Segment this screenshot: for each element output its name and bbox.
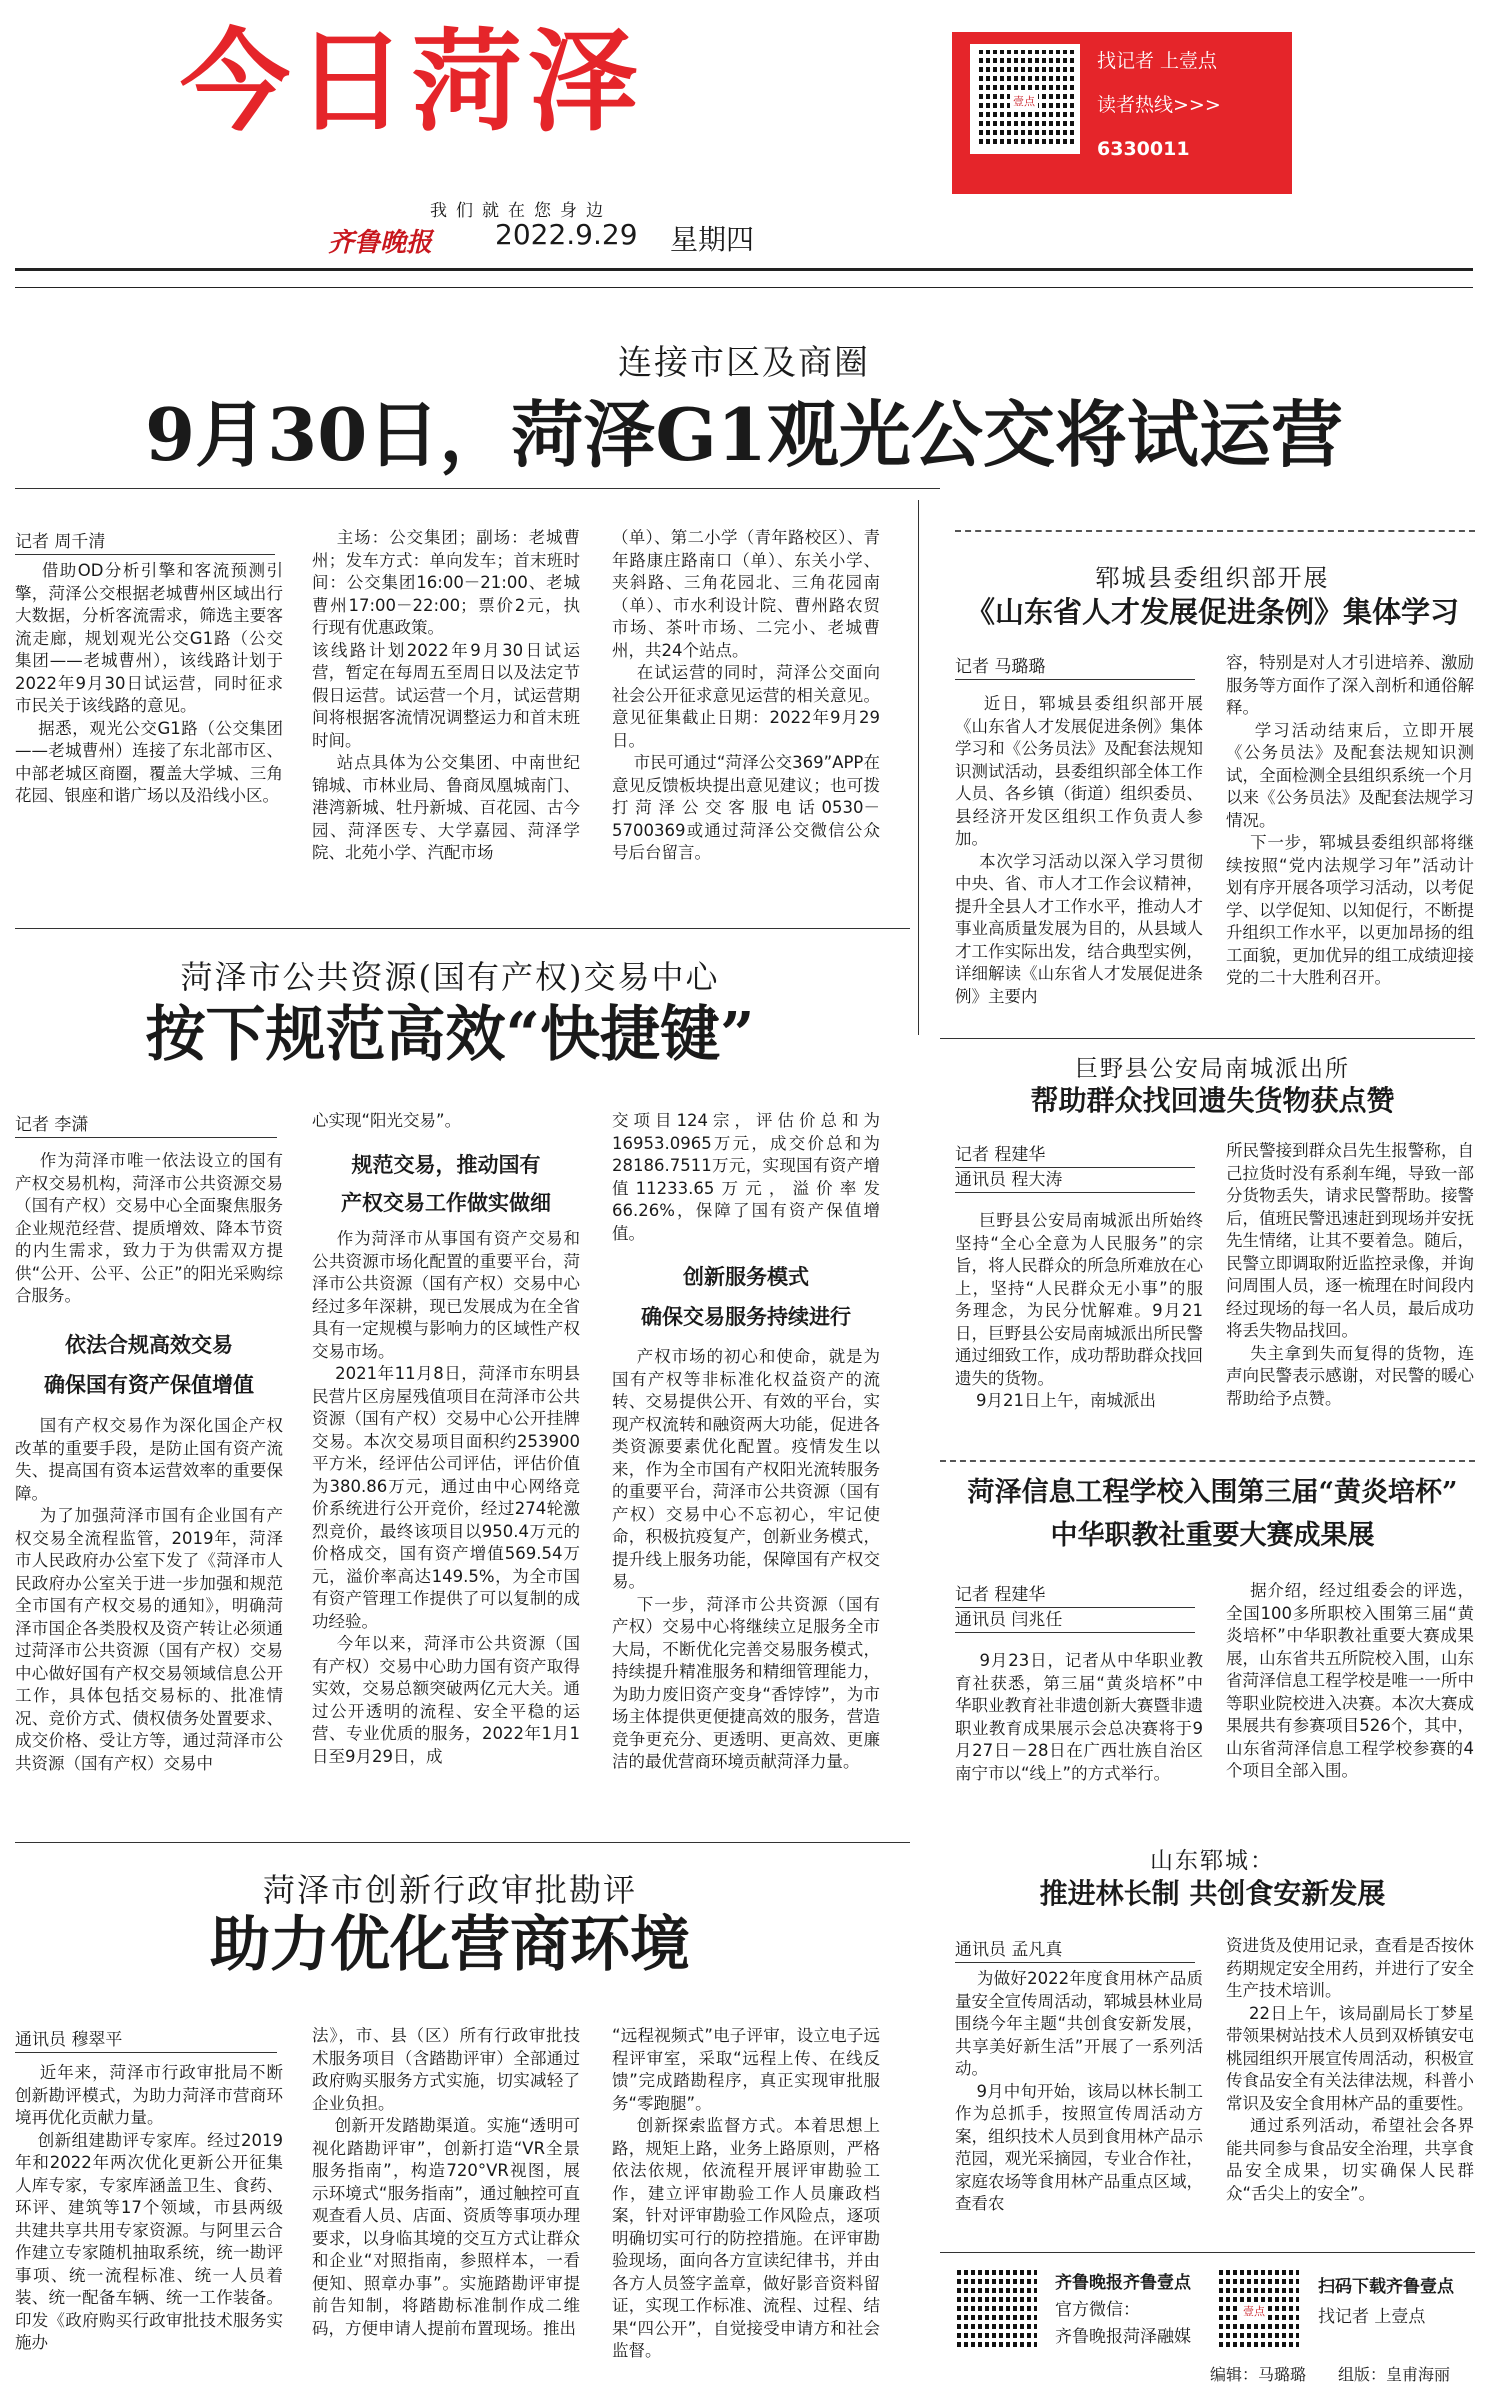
article2-top-rule xyxy=(955,530,1475,532)
article1-kicker: 连接市区及商圈 xyxy=(618,343,870,383)
masthead-title: 今日菏泽 xyxy=(180,18,644,146)
article5-headline-1: 菏泽信息工程学校入围第三届“黄炎培杯” xyxy=(967,1477,1458,1508)
article5-headline-2: 中华职教社重要大赛成果展 xyxy=(1050,1520,1375,1551)
article1-col-2: 主场：公交集团；副场：老城曹州；发车方式：单向发车；首末班时间：公交集团16:00－21:00、老城曹州17:00－22:00；票价2元，执行现有优惠政策。 该线路计划2022年9月30日试运营，暂定在每周五至周日以及法定节假日运营。试运营一个月，试运营期间将根据客流情况调整运力和首末班时间。 站点具体为公交集团、中南世纪锦城、市林业局、鲁商凤凰城南门、港湾新城、牡丹新城、百花园、古今园、菏泽医专、大学嘉园、菏泽学院、北苑小学、汽配市场 xyxy=(312,528,580,862)
footer-right-line1: 扫码下载齐鲁壹点 xyxy=(1318,2277,1454,2297)
article3-byline: 记者 李潇 xyxy=(15,1110,277,1138)
article4-top-rule xyxy=(940,1038,1475,1039)
hotline-box xyxy=(952,32,1292,194)
article3-sub3b: 确保交易服务持续进行 xyxy=(641,1304,851,1329)
article3-col-2b: 作为菏泽市从事国有资产交易和公共资源市场化配置的重要平台，菏泽市公共资源（国有产权）交易中心经过多年深耕，现已发展成为在全省具有一定规模与影响力的区域性产权交易市场。 2021年11月8日，菏泽市东明县民营片区房屋残值项目在菏泽市公共资源（国有产权）交易中心公开挂牌交易。本次交易项目面积约253900平方米，经评估公司评估，评估价值为380.86万元，通过由中心网络竞价系统进行公开竞价，经过274轮激烈竞价，最终该项目以950.4万元的价格成交，国有资产增值569.54万元，溢价率高达149.5%，为全市国有资产管理工作提供了可以复制的成功经验。 今年以来，菏泽市公共资源（国有产权）交易中心助力国有资产取得实效，交易总额突破两亿元大关。通过公开透明的流程、安全平稳的运营、专业优质的服务，2022年1月1日至9月29日，成 xyxy=(312,1229,580,1766)
footer-left-line3: 齐鲁晚报菏泽融媒 xyxy=(1055,2327,1191,2347)
article4-col-1: 巨野县公安局南城派出所始终坚持“全心全意为人民服务”的宗旨，将人民群众的所急所难放在心上，坚持“人民群众无小事”的服务理念，为民分忧解难。9月21日，巨野县公安局南城派出所民警通过细致工作，成功帮助群众找回遗失的货物。 9月21日上午，南城派出 xyxy=(955,1211,1203,1410)
article3-top-rule xyxy=(15,928,910,929)
article2-kicker: 郓城县委组织部开展 xyxy=(1095,564,1330,592)
brand-logo: 齐鲁晚报 xyxy=(328,228,433,258)
article3-headline: 按下规范高效“快捷键” xyxy=(145,1000,755,1070)
article7-kicker: 山东郓城： xyxy=(1150,1848,1275,1874)
article3-kicker: 菏泽市公共资源(国有产权)交易中心 xyxy=(180,958,720,996)
qr-code-icon[interactable] xyxy=(948,2262,1043,2357)
masthead-divider xyxy=(15,268,1473,288)
article2-col-2: 容，特别是对人才引进培养、激励服务等方面作了深入剖析和通俗解释。 学习活动结束后，立即开展《公务员法》及配套法规知识测试，全面检测全县组织系统一个月以来《公务员法》及配套法规学习情况。 下一步，郓城县委组织部将继续按照“党内法规学习年”活动计划有序开展各项学习活动，以考促学、以学促知、以知促行，不断提升组织工作水平，以更加昂扬的组工面貌，更加优异的组工成绩迎接党的二十大胜利召开。 xyxy=(1226,653,1474,987)
footer-editor: 编辑：马璐璐 xyxy=(1210,2365,1307,2384)
article5-byline-2: 通讯员 闫兆任 xyxy=(955,1605,1195,1633)
article7-col-2: 资进货及使用记录，查看是否按休药期规定安全用药，并进行了安全生产技术培训。 22日上午，该局副局长丁梦星带领果树站技术人员到双桥镇安屯桃园组织开展宣传周活动，积极宣传食品安全有关法律法规，科普小常识及安全食用林产品的重要性。 通过系列活动，希望社会各界能共同参与食品安全治理，共享食品安全成果，切实确保人民群众“舌尖上的安全”。 xyxy=(1226,1936,1474,2203)
article7-col-1: 为做好2022年度食用林产品质量安全宣传周活动，郓城县林业局围绕今年主题“共创食安新发展，共享美好新生活”开展了一系列活动。 9月中旬开始，该局以林长制工作为总抓手，按照宣传周活动方案，组织技术人员到食用林产品示范园，观光采摘园，专业合作社，家庭农场等食用林产品重点区域，查看农 xyxy=(955,1969,1204,2213)
article1-headline: 9月30日，菏泽G1观光公交将试运营 xyxy=(145,392,1343,477)
article2-headline: 《山东省人才发展促进条例》集体学习 xyxy=(965,595,1459,629)
article3-sub3a: 创新服务模式 xyxy=(683,1264,809,1289)
article6-col-1: 近年来，菏泽市行政审批局不断创新勘评模式，为助力菏泽市营商环境再优化贡献力量。 创新组建勘评专家库。经过2019年和2022年两次优化更新公开征集人库专家，专家库涵盖卫生、食药、环评、建筑等17个领域，市县两级共建共享共用专家资源。与阿里云合作建立专家随机抽取系统，统一勘评事项、统一流程标准、统一人员着装、统一配备车辆、统一工作装备。印发《政府购买行政审批技术服务实施办 xyxy=(15,2063,283,2352)
article4-headline: 帮助群众找回遗失货物获点赞 xyxy=(1030,1084,1395,1117)
article4-col-2: 所民警接到群众吕先生报警称，自己拉货时没有系刹车绳，导致一部分货物丢失，请求民警帮助。接警后，值班民警迅速赶到现场并安抚先生情绪，让其不要着急。随后，民警立即调取附近监控录像，并询问周围人员，逐一梳理在时间段内经过现场的每一名人员，最后成功将丢失物品找回。 失主拿到失而复得的货物，连声向民警表示感谢，对民警的暖心帮助给予点赞。 xyxy=(1226,1141,1474,1408)
article1-byline: 记者 周千清 xyxy=(15,527,275,555)
footer-right-line2: 找记者 上壹点 xyxy=(1318,2307,1426,2327)
footer-left-line2: 官方微信： xyxy=(1055,2300,1140,2320)
article6-kicker: 菏泽市创新行政审批勘评 xyxy=(262,1871,637,1909)
article3-col-2a: 心实现“阳光交易”。 xyxy=(312,1111,462,1130)
article6-col-3: “远程视频式”电子评审，设立电子远程评审室，采取“远程上传、在线反馈”完成踏勘程序，真正实现审批服务“零跑腿”。 创新探索监督方式。本着思想上路，规矩上路，业务上路原则，严格依法依规，依流程开展评审勘验工作，建立评审勘验工作人员廉政档案，针对评审勘验工作风险点，逐项明确切实可行的防控措施。在评审勘验现场，面向各方宣读纪律书，并由各方人员签字盖章，做好影音资料留证，实现工作标准、流程、过程、结果“四公开”，自觉接受申请方和社会监督。 xyxy=(612,2026,880,2360)
footer-rule xyxy=(940,2252,1475,2253)
article4-byline-2: 通讯员 程大涛 xyxy=(955,1165,1195,1193)
masthead-slogan: 我们就在您身边 xyxy=(430,201,612,221)
article1-col-1: 借助OD分析引擎和客流预测引擎，菏泽公交根据老城曹州区域出行大数据，分析客流需求，筛选主要客流走廊，规划观光公交G1路（公交集团——老城曹州），该线路计划于2022年9月30日试运营，同时征求市民关于该线路的意见。 据悉，观光公交G1路（公交集团——老城曹州）连接了东北部市区、中部老城区商圈，覆盖大学城、三角花园、银座和谐广场以及沿线小区。 xyxy=(15,561,283,805)
hotline-number: 6330011 xyxy=(1097,138,1190,160)
hotline-line1: 找记者 上壹点 xyxy=(1097,50,1218,72)
article6-top-rule xyxy=(15,1842,910,1843)
article3-col-1b: 国有产权交易作为深化国企产权改革的重要手段，是防止国有资产流失、提高国有资本运营效率的重要保障。 为了加强菏泽市国有企业国有产权交易全流程监管，2019年，菏泽市人民政府办公室下发了《菏泽市人民政府办公室关于进一步加强和规范全市国有产权交易的通知》，明确菏泽市国企各类股权及资产转让必须通过菏泽市公共资源（国有产权）交易中心做好国有产权交易领域信息公开工作，具体包括交易标的、批准情况、竞价方式、债权债务处置要求、成交价格、受让方等，通过菏泽市公共资源（国有产权）交易中 xyxy=(15,1416,283,1773)
article3-col-3a: 交项目124宗，评估价总和为16953.0965万元，成交价总和为28186.7511万元，实现国有资产增值11233.65万元，溢价率发66.26%，保障了国有资产保值增值。 xyxy=(612,1111,880,1243)
footer-qr-label: 壹点 xyxy=(1240,2302,1268,2320)
article4-byline-1: 记者 程建华 xyxy=(955,1140,1195,1168)
issue-weekday: 星期四 xyxy=(670,223,755,256)
hotline-line2: 读者热线>>> xyxy=(1097,94,1221,116)
article7-byline: 通讯员 孟凡真 xyxy=(955,1935,1195,1963)
article1-top-rule xyxy=(15,488,940,489)
article1-col-3: （单）、第二小学（青年路校区）、青年路康庄路南口（单）、东关小学、夹斜路、三角花园北、三角花园南（单）、市水利设计院、曹州路农贸市场、茶叶市场、二完小、老城曹州，共24个站点。 在试运营的同时，菏泽公交面向社会公开征求意见运营的相关意见。意见征集截止日期：2022年9月29日。 市民可通过“菏泽公交369”APP在意见反馈板块提出意见建议；也可拨打菏泽公交客服电话0530－5700369或通过菏泽公交微信公众号后台留言。 xyxy=(612,528,880,862)
article3-col-3b: 产权市场的初心和使命，就是为国有产权等非标准化权益资产的流转、交易提供公开、有效的平台，实现产权流转和融资两大功能，促进各类资源要素优化配置。疫情发生以来，作为全市国有产权阳光流转服务的重要平台，菏泽市公共资源（国有产权）交易中心不忘初心，牢记使命，积极抗疫复产，创新业务模式，提升线上服务功能，保障国有产权交易。 下一步，菏泽市公共资源（国有产权）交易中心将继续立足服务全市大局，不断优化完善交易服务模式，持续提升精准服务和精细管理能力，为助力废旧资产变身“香饽饽”，为市场主体提供更便捷高效的服务，营造竞争更充分、更透明、更高效、更廉洁的最优营商环境贡献菏泽力量。 xyxy=(612,1347,880,1771)
footer-left-line1: 齐鲁晚报齐鲁壹点 xyxy=(1055,2273,1191,2293)
footer-typeset: 组版：皇甫海丽 xyxy=(1338,2365,1451,2384)
article4-kicker: 巨野县公安局南城派出所 xyxy=(1075,1056,1350,1082)
article5-col-2: 据介绍，经过组委会的评选，全国100多所职校入围第三届“黄炎培杯”中华职教社重要大赛成果展，山东省共五所院校入围，山东省菏泽信息工程学校是唯一一所中等职业院校进入决赛。本次大赛成果展共有参赛项目526个，其中，山东省菏泽信息工程学校参赛的4个项目全部入围。 xyxy=(1226,1581,1474,1780)
article1-side-rule xyxy=(918,500,919,1035)
article2-byline: 记者 马璐璐 xyxy=(955,652,1195,680)
article7-headline: 推进林长制 共创食安新发展 xyxy=(1039,1877,1386,1910)
article6-col-2: 法》，市、县（区）所有行政审批技术服务项目（含踏勘评审）全部通过政府购买服务方式实施，切实减轻了企业负担。 创新开发踏勘渠道。实施“透明可视化踏勘评审”，创新打造“VR全景服务指南”，构造720°VR视图，展示环境式“服务指南”，通过触控可直观查看人员、店面、资质等事项办理要求，以身临其境的交互方式让群众和企业“对照指南，参照样本，一看便知、照章办事”。实施踏勘评审提前告知制，将踏勘标准制作成二维码，方便申请人提前布置现场。推出 xyxy=(312,2026,580,2338)
issue-date: 2022.9.29 xyxy=(495,218,638,251)
article5-byline-1: 记者 程建华 xyxy=(955,1580,1195,1608)
article3-sub1b: 确保国有资产保值增值 xyxy=(44,1372,254,1397)
article6-byline: 通讯员 穆翠平 xyxy=(15,2025,277,2053)
article3-col-1: 作为菏泽市唯一依法设立的国有产权交易机构，菏泽市公共资源交易（国有产权）交易中心全面聚焦服务企业规范经营、提质增效、降本节资的内生需求，致力于为供需双方提供“公开、公平、公正”的阳光采购综合服务。 xyxy=(15,1151,283,1305)
article3-sub2a: 规范交易，推动国有 xyxy=(351,1152,541,1177)
qr-label: 壹点 xyxy=(1010,92,1038,110)
article3-sub1a: 依法合规高效交易 xyxy=(65,1332,233,1357)
article5-top-rule xyxy=(940,1460,1475,1462)
article2-col-1: 近日，郓城县委组织部开展《山东省人才发展促进条例》集体学习和《公务员法》及配套法规知识测试活动，县委组织部全体工作人员、各乡镇（街道）组织委员、县经济开发区组织工作负责人参加。 本次学习活动以深入学习贯彻中央、省、市人才工作会议精神，提升全县人才工作水平，推动人才事业高质量发展为目的，从县域人才工作实际出发，结合典型实例，详细解读《山东省人才发展促进条例》主要内 xyxy=(955,694,1203,1006)
article6-headline: 助力优化营商环境 xyxy=(210,1910,690,1980)
article5-col-1: 9月23日，记者从中华职业教育社获悉，第三届“黄炎培杯”中华职业教育社非遗创新大赛暨非遗职业教育成果展示会总决赛将于9月27日－28日在广西壮族自治区南宁市以“线上”的方式举行。 xyxy=(955,1651,1203,1783)
article3-sub2b: 产权交易工作做实做细 xyxy=(341,1190,551,1215)
